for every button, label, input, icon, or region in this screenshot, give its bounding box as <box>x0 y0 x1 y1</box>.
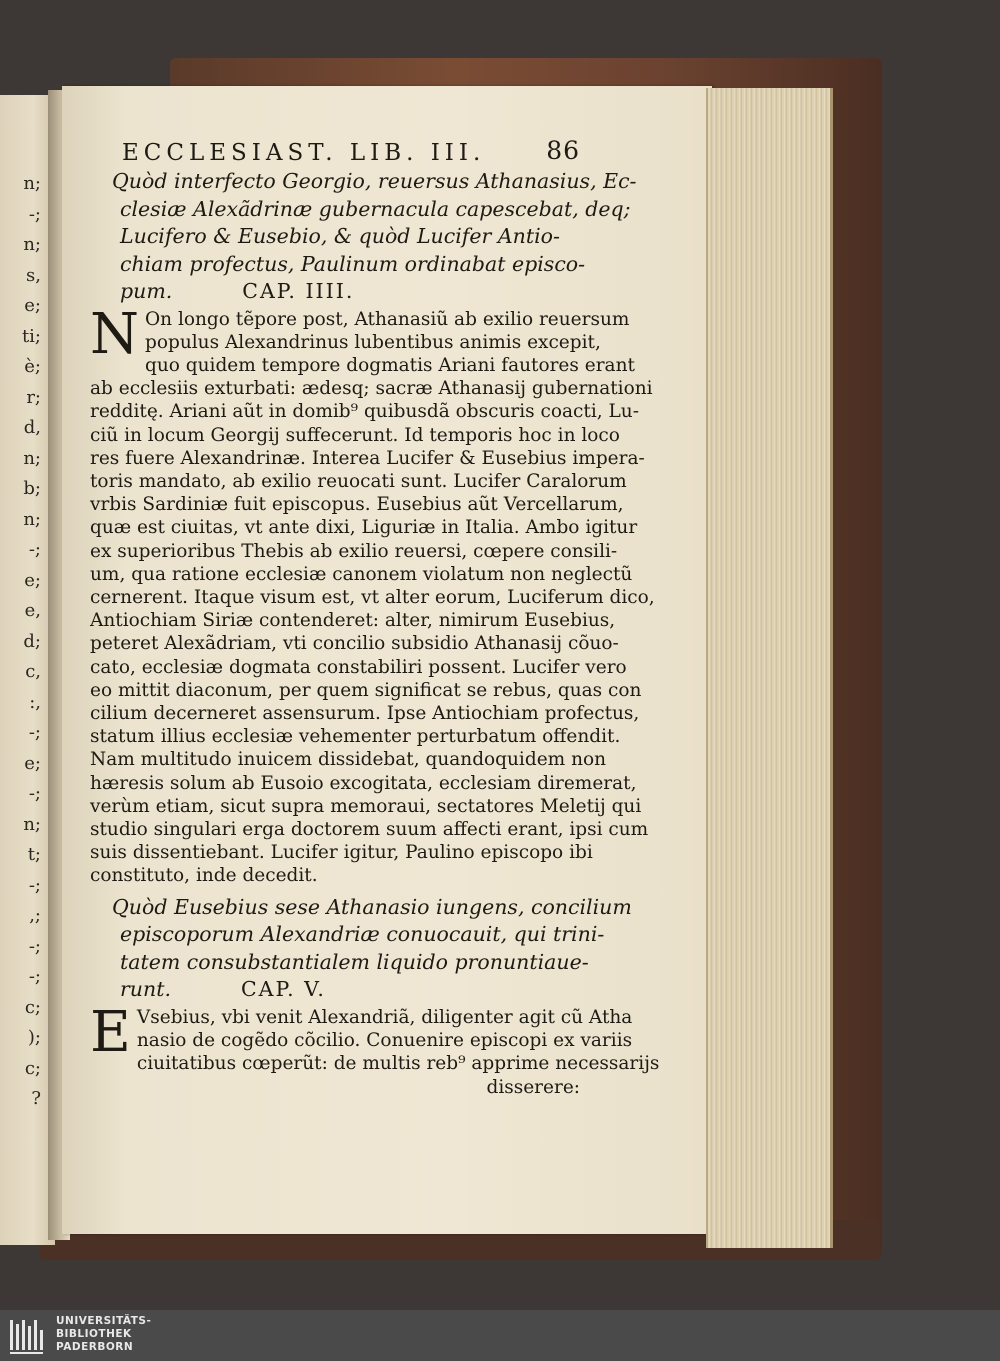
summary-line: clesiæ Alexãdrinæ gubernacula capescebat, deq; <box>120 196 631 221</box>
left-page-text-fragment: -; <box>28 966 41 987</box>
left-page-text-fragment: -; <box>28 783 41 804</box>
summary-line: pum. <box>120 279 173 303</box>
left-page-text-fragment: t; <box>27 844 41 865</box>
text-line: ciũ in locum Georgij suffecerunt. Id temporis hoc in loco <box>90 424 620 446</box>
dropcap-e: E <box>90 999 131 1065</box>
text-line: res fuere Alexandrinæ. Interea Lucifer & Eusebius impera- <box>90 447 645 469</box>
text-line: vrbis Sardiniæ fuit episcopus. Eusebius aũt Vercellarum, <box>90 494 624 516</box>
text-line: Vsebius, vbi venit Alexandriã, diligenter agit cũ Atha <box>136 1006 633 1028</box>
text-line: On longo tẽpore post, Athanasiũ ab exilio reuersum <box>145 308 630 330</box>
text-line: suis dissentiebant. Lucifer igitur, Paulino episcopo ibi <box>90 842 593 864</box>
chapter-4-text <box>90 301 655 888</box>
text-line: peteret Alexãdriam, vti concilio subsidio Athanasij cõuo- <box>90 633 619 655</box>
text-line: quæ est ciuitas, vt ante dixi, Liguriæ in Italia. Ambo igitur <box>90 517 638 539</box>
logo-line: BIBLIOTHEK <box>56 1328 132 1340</box>
left-page-text-fragment: -; <box>28 539 41 560</box>
left-page-text-fragment: c; <box>24 996 41 1018</box>
page-number: 86 <box>546 136 580 165</box>
left-page-text-fragment: b; <box>23 478 41 499</box>
left-page-text-fragment: r; <box>26 386 41 408</box>
left-page-text-fragment: -; <box>28 722 41 743</box>
summary-line: Quòd Eusebius sese Athanasio iungens, concilium <box>112 894 632 919</box>
left-page-text-fragment: n; <box>23 508 41 530</box>
left-page-text-fragment: n; <box>23 173 41 194</box>
left-page-text-fragment: d, <box>23 417 41 438</box>
library-logo-text <box>56 1315 151 1354</box>
footer-bar <box>0 1310 1000 1361</box>
chapter-5-summary <box>90 894 632 1004</box>
left-page-text-fragment: c; <box>24 1057 41 1079</box>
text-line: constituto, inde decedit. <box>90 865 318 887</box>
text-line: ex superioribus Thebis ab exilio reuersi, cœpere consili- <box>90 540 618 562</box>
text-line: ciuitatibus cœperũt: de multis reb⁹ apprime necessarijs <box>136 1052 660 1074</box>
left-page-text-fragment: ti; <box>21 325 41 347</box>
left-page-text-fragment: e; <box>24 752 41 774</box>
running-head <box>122 136 580 166</box>
summary-line: Quòd interfecto Georgio, reuersus Athanasius, Ec- <box>112 169 637 193</box>
text-line: cernerent. Itaque visum est, vt alter eorum, Luciferum dico, <box>90 586 655 608</box>
left-page-text-fragment: -; <box>28 203 41 225</box>
dropcap-n: N <box>90 301 139 367</box>
library-logo-icon <box>8 1316 48 1356</box>
left-page-text-fragment: e; <box>24 295 41 316</box>
left-page-text-fragment: ? <box>31 1088 41 1109</box>
summary-line: Lucifero & Eusebio, & quòd Lucifer Antio- <box>120 224 560 248</box>
chapter-4-summary <box>90 168 637 306</box>
left-page-text-fragment: -; <box>28 935 41 957</box>
text-line: cilium decerneret assensurum. Ipse Antiochiam profectus, <box>90 702 640 724</box>
left-page-fragment <box>0 95 55 1245</box>
text-line: ab ecclesiis exturbati: ædesq; sacræ Athanasij gubernationi <box>90 378 653 400</box>
text-line: Antiochiam Siriæ contenderet: alter, nimirum Eusebius, <box>90 610 616 632</box>
chapter-5-body <box>90 1052 660 1075</box>
logo-line: PADERBORN <box>56 1341 134 1353</box>
text-line: nasio de cogẽdo cõcilio. Conuenire episcopi ex variis <box>136 1029 633 1051</box>
text-line: cato, ecclesiæ dogmata constabiliri possent. Lucifer vero <box>90 656 627 678</box>
logo-line: UNIVERSITÄTS- <box>56 1315 152 1327</box>
left-page-text-fragment: e; <box>24 569 41 591</box>
summary-line: chiam profectus, Paulinum ordinabat episco- <box>120 251 586 276</box>
left-page-text-fragment: d; <box>23 630 41 652</box>
left-page-text-fragment: n; <box>23 813 41 835</box>
summary-line-last <box>90 976 580 1004</box>
left-page-text-fragment: -; <box>28 874 41 896</box>
left-page-text-fragment: è; <box>24 356 41 377</box>
summary-line: tatem consubstantialem liquido pronuntiaue- <box>120 949 589 974</box>
left-page-text-fragment: s, <box>26 264 41 286</box>
text-line: eo mittit diaconum, per quem significat se rebus, quas con <box>90 679 642 701</box>
summary-line: episcoporum Alexandriæ conuocauit, qui trini- <box>120 922 605 947</box>
left-page-text-fragment: :, <box>29 691 41 713</box>
text-line: quo quidem tempore dogmatis Ariani fautores erant <box>145 354 635 376</box>
text-line: statum illius ecclesiæ vehementer perturbatum offendit. <box>90 726 621 748</box>
left-page-text-fragment: ); <box>27 1027 41 1048</box>
text-line: studio singulari erga doctorem suum affecti erant, ipsi cum <box>90 818 649 840</box>
chapter-4-body <box>90 377 655 887</box>
summary-line-last <box>90 278 580 306</box>
chapter-4-label: CAP. IIII. <box>242 279 355 303</box>
text-block <box>90 136 660 1099</box>
text-line: um, qua ratione ecclesiæ canonem violatum non neglectũ <box>90 563 633 585</box>
text-line: redditę. Ariani aũt in domib⁹ quibusdã obscuris coacti, Lu- <box>90 401 639 423</box>
text-line: toris mandato, ab exilio reuocati sunt. Lucifer Caralorum <box>90 470 627 492</box>
catchword: disserere: <box>486 1077 580 1099</box>
text-line: Nam multitudo inuicem dissidebat, quandoquidem non <box>90 749 607 771</box>
left-page-text-fragment: n; <box>23 447 41 469</box>
text-line: verùm etiam, sicut supra memoraui, sectatores Meletij qui <box>90 795 642 817</box>
left-page-text-fragment: c, <box>25 661 41 682</box>
summary-line: runt. <box>120 977 171 1002</box>
chapter-5-text <box>90 999 660 1076</box>
running-head-title: ECCLESIAST. LIB. III. <box>122 140 486 166</box>
chapter-5-label: CAP. V. <box>240 977 326 1002</box>
left-page-text-fragment: e, <box>24 600 41 621</box>
left-page-text-fragment: n; <box>23 234 41 255</box>
text-line: hæresis solum ab Eusoio excogitata, ecclesiam diremerat, <box>90 772 637 794</box>
left-page-text-fragment: ,; <box>29 905 41 926</box>
page-edges-stack <box>706 88 833 1248</box>
text-line: populus Alexandrinus lubentibus animis excepit, <box>145 331 601 353</box>
